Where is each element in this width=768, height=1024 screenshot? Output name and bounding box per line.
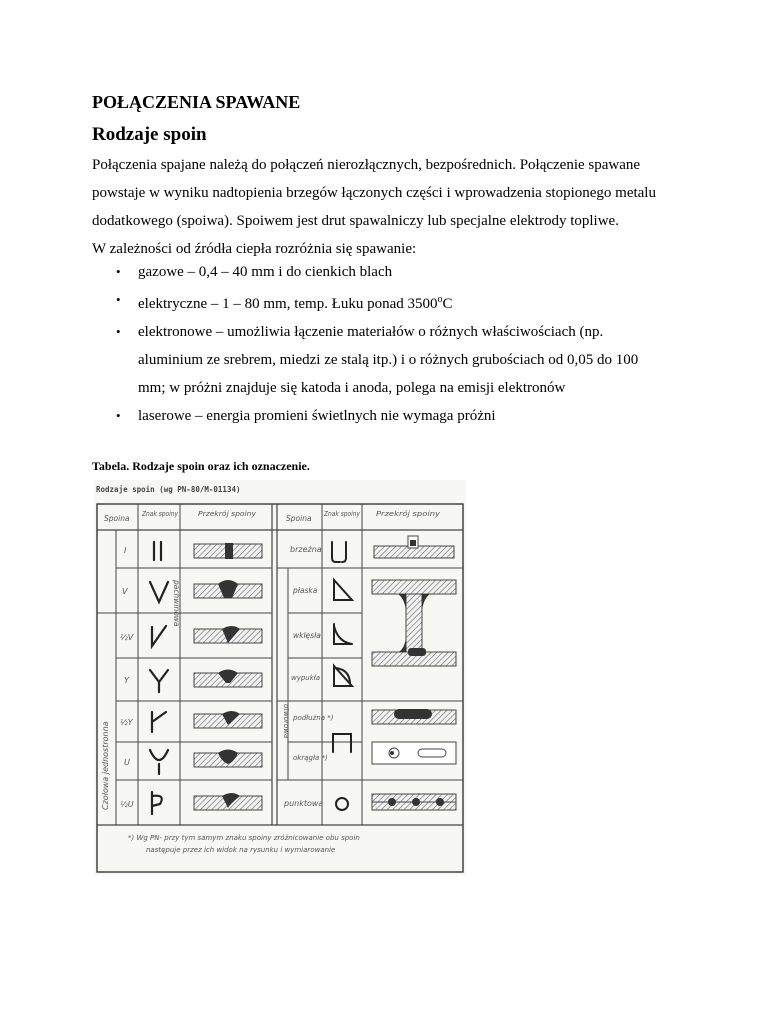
table-title: Rodzaje spoin (wg PN-80/M-01134) [96,485,241,494]
row-label: V [122,587,128,596]
row-label-plaska: płaska [293,586,318,595]
bullet-icon: • [116,292,121,307]
header-przekroj-spoiny-right: Przekrój spoiny [376,510,442,518]
list-item [92,318,692,402]
header-przekroj-spoiny: Przekrój spoiny [198,510,257,518]
group-label-otworowa: otworowa [282,704,290,739]
header-spoina-right: Spoina [286,514,312,523]
row-label: ½Y [120,718,133,727]
document-heading: POŁĄCZENIA SPAWANE [92,92,301,112]
table-caption: Tabela. Rodzaje spoin oraz ich oznaczenie. [92,459,310,473]
degree-superscript: o [437,294,443,305]
row-label-wypukla: wypukła [291,674,321,682]
section-heading: Rodzaje spoin [92,124,207,145]
row-label-okragla: okrągła *) [293,754,328,762]
list-item-text: laserowe – energia promieni świetlnych nie wymaga próżni [138,408,496,424]
paragraph-line: Połączenia spajane należą do połączeń nierozłącznych, bezpośrednich. Połączenie spawane [92,157,641,173]
list-item-text: gazowe – 0,4 – 40 mm i do cienkich blach [138,264,393,280]
header-znak-spoiny: Znak spoiny [141,510,179,518]
list-item [92,258,692,286]
bullet-icon: • [116,324,121,339]
welding-types-list [92,258,692,430]
row-label: ½U [120,800,134,809]
list-item-text: elektryczne – 1 – 80 mm, temp. Łuku ponad 3500 [138,296,438,312]
header-spoina: Spoina [104,514,130,523]
row-label: Y [124,676,129,685]
bullet-icon: • [116,408,121,423]
weld-table-svg [94,480,466,875]
row-label: U [124,758,130,767]
list-item-text: aluminium ze srebrem, miedzi ze stalą itp.) i o różnych grubościach od 0,05 do 100 [138,352,639,368]
row-label-brzezna: brzeżna [290,545,322,554]
table-footnote-line: następuje przez ich widok na rysunku i wymiarowanie [146,846,336,854]
weld-types-table-figure [94,480,466,875]
row-label-punktowa: punktowa [284,799,324,808]
paragraph-line: powstaje w wyniku nadtopienia brzegów łączonych części i wprowadzenia stopionego metalu [92,185,656,201]
row-label-podluzna: podłużna *) [293,714,334,722]
row-label: I [124,546,127,555]
paragraph-line: dodatkowego (spoiwa). Spoiwem jest drut spawalniczy lub specjalne elektrody topliwe. [92,213,619,229]
intro-paragraph [92,151,692,263]
list-item [92,286,692,318]
table-footnote-line: *) Wg PN- przy tym samym znaku spoiny zróżnicowanie obu spoin [128,834,360,842]
list-item-text: elektronowe – umożliwia łączenie materiałów o różnych właściwościach (np. [138,324,604,340]
header-znak-spoiny-right: Znak spoiny [323,510,361,518]
group-label-pachwinowa: pachwinowa [172,580,181,627]
list-item-text: mm; w próżni znajduje się katoda i anoda, polega na emisji elektronów [138,380,566,396]
list-item-unit: C [442,296,453,312]
list-item [92,402,692,430]
row-label: ½V [120,633,134,642]
row-label-wklesla: wklęsła [293,631,321,640]
paragraph-line: W zależności od źródła ciepła rozróżnia się spawanie: [92,241,417,257]
group-label-czolowa: Czołowa jednostronna [101,721,110,810]
bullet-icon: • [116,264,121,279]
